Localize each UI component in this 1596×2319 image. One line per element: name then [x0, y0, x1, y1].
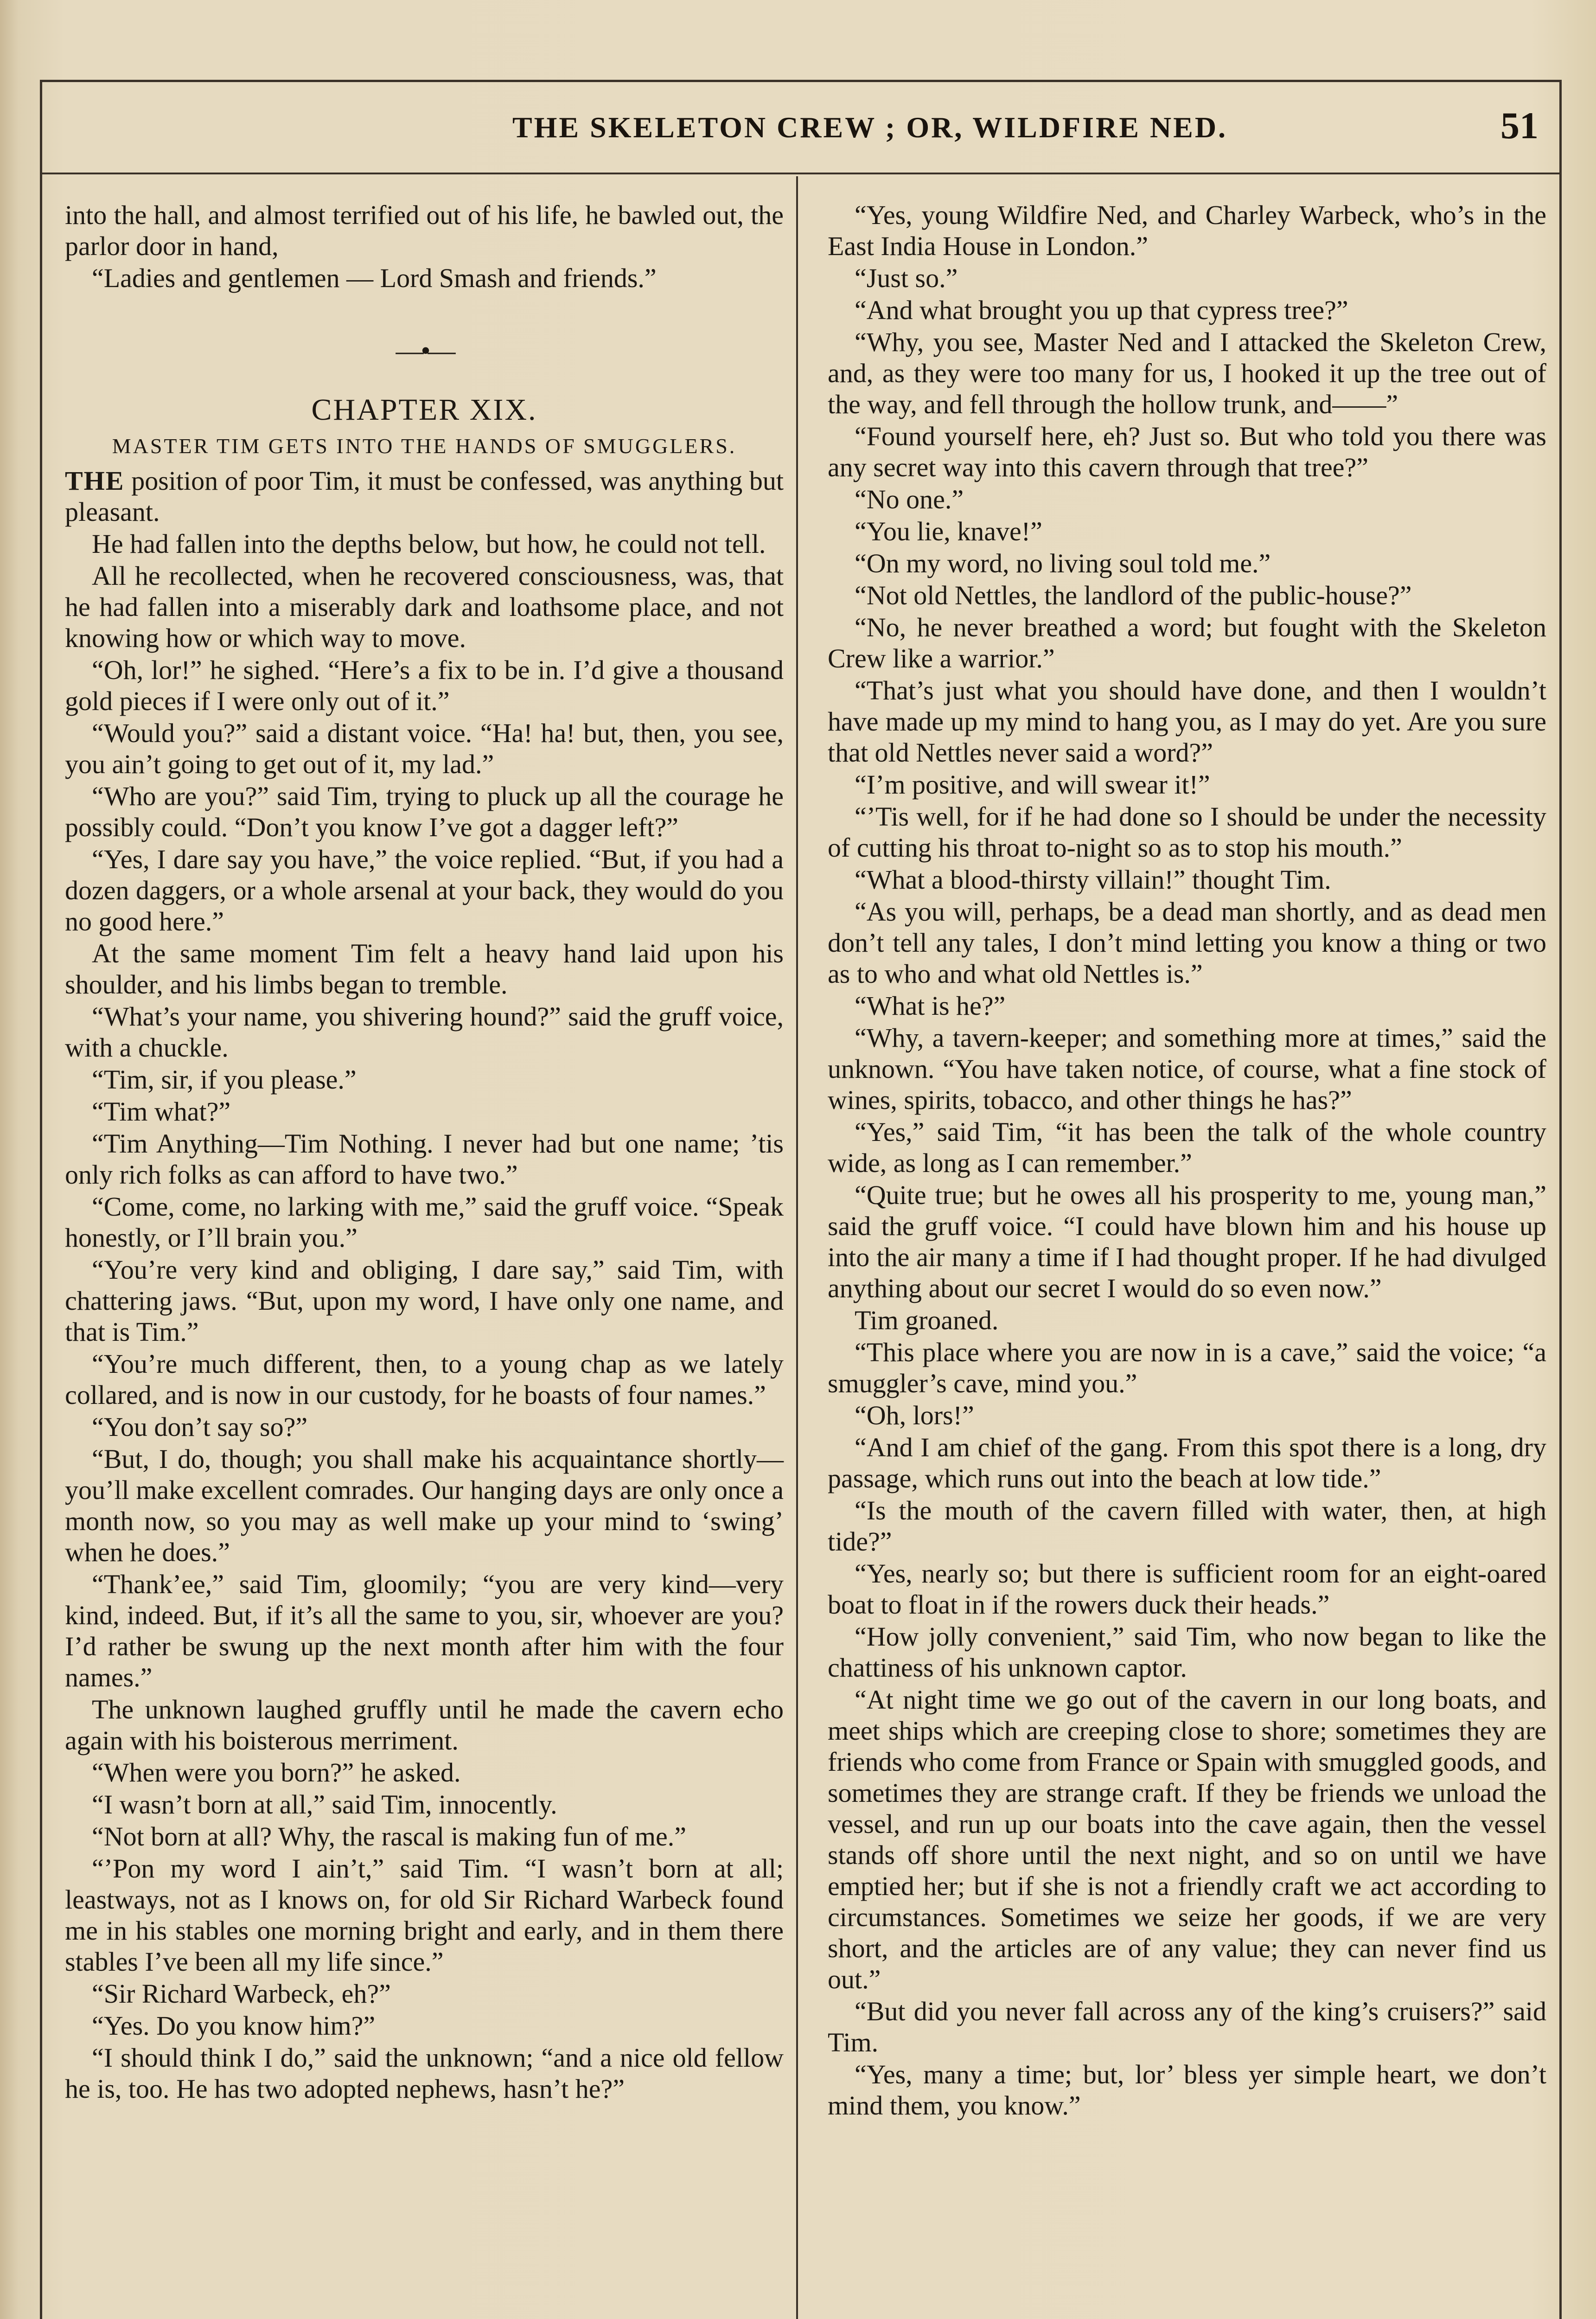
paragraph: “Tim Anything—Tim Nothing. I never had but one name; ’tis only rich folks as can afford to have two.”	[65, 1128, 784, 1190]
paragraph: “But, I do, though; you shall make his acquaintance shortly—you’ll make excellent comrades. Our hanging days are only once a month now, so you may as well make up your mind to ‘swing’ when he does.”	[65, 1444, 784, 1567]
paragraph: “No one.”	[855, 484, 964, 514]
paragraph: “This place where you are now in is a cave,” said the voice; “a smuggler’s cave, mind you.”	[828, 1337, 1546, 1398]
column-divider	[796, 176, 798, 2319]
paragraph: “And I am chief of the gang. From this spot there is a long, dry passage, which runs out into the beach at low tide.”	[828, 1432, 1546, 1493]
header-rule	[40, 173, 1562, 174]
page-number: 51	[1500, 104, 1539, 147]
paragraph: into the hall, and almost terrified out of his life, he bawled out, the parlor door in hand,	[65, 200, 784, 261]
paragraph: “That’s just what you should have done, and then I wouldn’t have made up my mind to hang you, as I may do yet. Are you sure that old Nettles never said a word?”	[828, 675, 1546, 768]
right-paragraphs	[828, 199, 1546, 2121]
opening-dropcap: THE	[65, 466, 125, 496]
paragraph: “Yes, young Wildfire Ned, and Charley Warbeck, who’s in the East India House in London.”	[828, 200, 1546, 261]
paragraph: “Who are you?” said Tim, trying to pluck up all the courage he possibly could. “Don’t you know I’ve got a dagger left?”	[65, 781, 784, 842]
paragraph: “’Tis well, for if he had done so I should be under the necessity of cutting his throat to-night so as to stop his mouth.”	[828, 801, 1546, 863]
paragraph: “What is he?”	[855, 991, 1006, 1021]
paragraph: “On my word, no living soul told me.”	[855, 548, 1271, 578]
paragraph: “How jolly convenient,” said Tim, who now began to like the chattiness of his unknown captor.	[828, 1621, 1546, 1683]
paragraph: “What a blood-thirsty villain!” thought Tim.	[855, 865, 1331, 895]
paragraph: “Just so.”	[855, 263, 958, 293]
paragraph: “What’s your name, you shivering hound?” said the gruff voice, with a chuckle.	[65, 1001, 784, 1063]
paragraph: The unknown laughed gruffly until he made the cavern echo again with his boisterous merriment.	[65, 1694, 784, 1755]
paragraph: “You’re very kind and obliging, I dare say,” said Tim, with chattering jaws. “But, upon my word, I have only one name, and that is Tim.”	[65, 1255, 784, 1347]
running-title: THE SKELETON CREW ; OR, WILDFIRE NED.	[512, 111, 1228, 144]
paragraph: “You don’t say so?”	[92, 1412, 308, 1442]
paragraph: All he recollected, when he recovered consciousness, was, that he had fallen into a miserably dark and loathsome place, and not knowing how or which way to move.	[65, 561, 784, 653]
chapter-title: CHAPTER XIX.	[311, 393, 537, 427]
paragraph: “As you will, perhaps, be a dead man shortly, and as dead men don’t tell any tales, I don’t mind letting you know a thing or two as to who and what old Nettles is.”	[828, 897, 1546, 989]
paragraph: “Yes,” said Tim, “it has been the talk of the whole country wide, as long as I can remember.”	[828, 1117, 1546, 1178]
paragraph: “When were you born?” he asked.	[92, 1757, 461, 1787]
paragraph: “Oh, lor!” he sighed. “Here’s a fix to be in. I’d give a thousand gold pieces if I were only out of it.”	[65, 655, 784, 716]
paragraph: “I should think I do,” said the unknown; “and a nice old fellow he is, too. He has two adopted nephews, hasn’t he?”	[65, 2043, 784, 2104]
paragraph: “Tim what?”	[92, 1096, 231, 1127]
paragraph: “Thank’ee,” said Tim, gloomily; “you are very kind—very kind, indeed. But, if it’s all the same to you, sir, whoever are you? I’d rather be swung up the next month after him with the four names.”	[65, 1569, 784, 1692]
paragraph: “Yes, I dare say you have,” the voice replied. “But, if you had a dozen daggers, or a whole arsenal at your back, they would do you no good here.”	[65, 844, 784, 936]
paragraph: “Sir Richard Warbeck, eh?”	[92, 1979, 391, 2009]
paragraph: “Come, come, no larking with me,” said the gruff voice. “Speak honestly, or I’ll brain you.”	[65, 1192, 784, 1253]
paragraph: “But did you never fall across any of the king’s cruisers?” said Tim.	[828, 1996, 1546, 2057]
paragraph: “Not old Nettles, the landlord of the public-house?”	[855, 580, 1412, 610]
paragraph: “Ladies and gentlemen — Lord Smash and friends.”	[92, 263, 657, 293]
paragraph: “Yes, many a time; but, lor’ bless yer simple heart, we don’t mind them, you know.”	[828, 2059, 1546, 2120]
paragraph: “Yes, nearly so; but there is sufficient room for an eight-oared boat to float in if the rowers duck their heads.”	[828, 1558, 1546, 1620]
chapter-subtitle: MASTER TIM GETS INTO THE HANDS OF SMUGGLERS.	[112, 434, 737, 458]
right-column	[828, 199, 1546, 2122]
paragraph: “Tim, sir, if you please.”	[92, 1064, 357, 1095]
paragraph: “Found yourself here, eh? Just so. But who told you there was any secret way into this cavern through that tree?”	[828, 421, 1546, 482]
paragraph: At the same moment Tim felt a heavy hand laid upon his shoulder, and his limbs began to tremble.	[65, 938, 784, 999]
paragraph: “Why, a tavern-keeper; and something more at times,” said the unknown. “You have taken notice, of course, what a fine stock of wines, spirits, tobacco, and other things he has?”	[828, 1023, 1546, 1115]
opening-text: position of poor Tim, it must be confessed, was anything but pleasant.	[65, 466, 784, 527]
paragraph: Tim groaned.	[855, 1305, 999, 1335]
section-ornament: —•—	[396, 335, 453, 366]
paragraph: “And what brought you up that cypress tree?”	[855, 295, 1348, 325]
left-column	[65, 199, 784, 2105]
running-header	[40, 102, 1562, 172]
paragraph: “I wasn’t born at all,” said Tim, innocently.	[92, 1789, 557, 1819]
paragraph: “Not born at all? Why, the rascal is making fun of me.”	[92, 1821, 687, 1851]
paragraph: “Why, you see, Master Ned and I attacked the Skeleton Crew, and, as they were too many for us, I hooked it up the tree out of the way, and fell through the hollow trunk, and——”	[828, 327, 1546, 419]
paragraph: He had fallen into the depths below, but how, he could not tell.	[92, 529, 766, 559]
paragraph: “You’re much different, then, to a young chap as we lately collared, and is now in our custody, for he boasts of four names.”	[65, 1349, 784, 1410]
opening-paragraph	[65, 465, 784, 527]
left-paragraphs	[65, 528, 784, 2104]
paragraph: “Oh, lors!”	[855, 1400, 974, 1430]
paragraph: “Is the mouth of the cavern filled with water, then, at high tide?”	[828, 1495, 1546, 1557]
paragraph: “I’m positive, and will swear it!”	[855, 769, 1210, 800]
paragraph: “You lie, knave!”	[855, 516, 1042, 546]
paragraph: “Would you?” said a distant voice. “Ha! ha! but, then, you see, you ain’t going to get out of it, my lad.”	[65, 718, 784, 779]
paragraph: “’Pon my word I ain’t,” said Tim. “I wasn’t born at all; leastways, not as I knows on, for old Sir Richard Warbeck found me in his stables one morning bright and early, and in them there stables I’ve been all my life since.”	[65, 1853, 784, 1977]
paragraph: “Yes. Do you know him?”	[92, 2011, 376, 2041]
paragraph: “Quite true; but he owes all his prosperity to me, young man,” said the gruff voice. “I could have blown him and his house up into the air many a time if I had thought proper. If he had divulged anything about our secret I would do so even now.”	[828, 1180, 1546, 1303]
paragraph: “At night time we go out of the cavern in our long boats, and meet ships which are creeping close to shore; sometimes they are friends who come from France or Spain with smuggled goods, and sometimes they are strange craft. If they be friends we unload the vessel, and run up our boats into the cave again, then the vessel stands off shore until the next night, and so on until we have emptied her; but if she is not a friendly craft we act according to circumstances. Sometimes we seize her goods, if we are very short, and the articles are of any value; they can never find us out.”	[828, 1685, 1546, 1994]
paragraph: “No, he never breathed a word; but fought with the Skeleton Crew like a warrior.”	[828, 612, 1546, 673]
